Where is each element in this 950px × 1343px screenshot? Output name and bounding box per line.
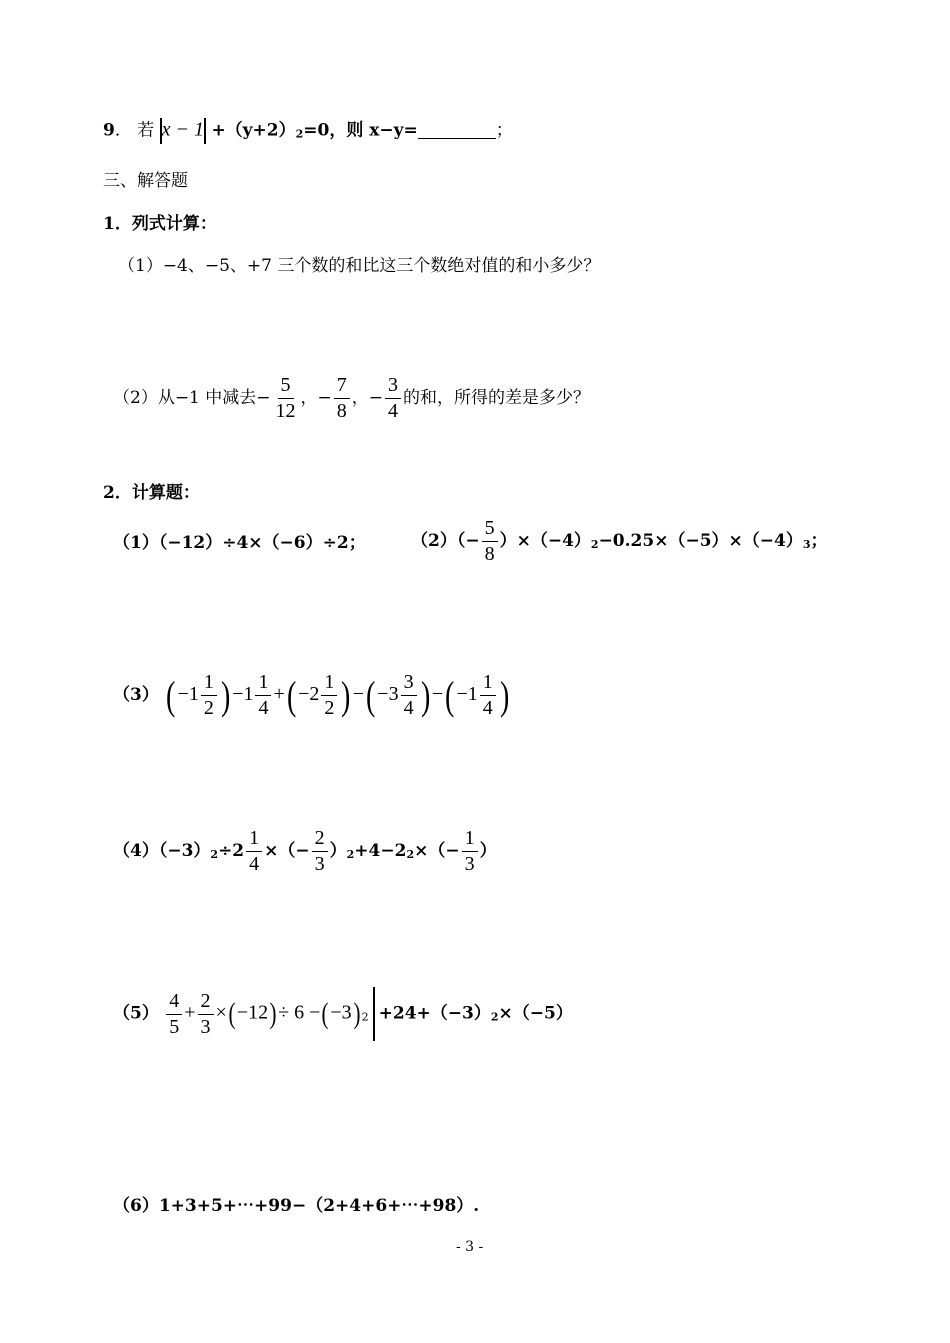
- fraction: $\frac{1}{3}$: [462, 828, 478, 875]
- question-text: =0，则 x−y=: [303, 120, 418, 141]
- fraction: $\frac{1}{2}$: [201, 672, 217, 719]
- paren-close: ): [220, 672, 231, 718]
- paren-open: (: [166, 672, 176, 718]
- fraction: $\frac{7}{8}$: [334, 375, 350, 422]
- calc-6: （6）1+3+5+⋯+99−（2+4+6+⋯+98）.: [113, 1196, 480, 1216]
- q2-prefix: （2）从−1 中减去−: [113, 388, 271, 408]
- separator: ，−: [300, 388, 332, 408]
- fraction: $\frac{2}{3}$: [312, 828, 328, 875]
- calc-text: +4−2: [354, 841, 407, 861]
- question-end: ；: [495, 120, 513, 141]
- fraction: $\frac{1}{4}$: [480, 672, 496, 719]
- exponent: 2: [210, 848, 219, 861]
- exponent: 2: [346, 848, 355, 861]
- exponent: 2: [490, 1010, 499, 1024]
- fraction: $\frac{1}{4}$: [255, 672, 271, 719]
- calc-1: （1）（−12）÷4×（−6）÷2；: [113, 533, 366, 553]
- separator: ，−: [351, 388, 384, 408]
- part1-q2: [113, 375, 590, 422]
- calc-5: （5） $\frac{4}{5}$ + $\frac{2}{3}$ ×(−12)÷ 6 −(−3) 2 +24+（−3）2×（−5）: [113, 987, 573, 1041]
- calc-text: ）: [479, 841, 497, 861]
- exponent: 2: [361, 1010, 369, 1024]
- calc-text: ×（−: [264, 841, 310, 861]
- calc-4: [113, 828, 497, 875]
- part1-title: 1．列式计算：: [103, 214, 217, 234]
- calc-text: ）×（−4）: [499, 531, 591, 551]
- question-9: 9． 若 x − 1 +（y+2）2=0，则 x−y= ；: [103, 118, 513, 144]
- calc-label: （5）: [113, 1003, 159, 1024]
- fraction: $\frac{5}{12}$: [275, 374, 296, 422]
- exponent: 3: [802, 538, 811, 551]
- calc-label: （3）: [113, 685, 159, 705]
- calc-3: （3） (−1 $\frac{1}{2}$ )−1 $\frac{1}{4}$ +(−2 $\frac{1}{2}$ )−(−3 $\frac{3}{4}$ )−(−1 $\frac{1}{4}$ ): [113, 671, 510, 719]
- question-number: 9: [103, 120, 115, 141]
- q2-suffix: 的和，所得的差是多少？: [403, 388, 591, 408]
- calc-text: （2）（−: [411, 531, 480, 551]
- abs-right-bar: [204, 118, 206, 144]
- calc-text: ）: [329, 841, 347, 861]
- fraction: $\frac{1}{2}$: [321, 672, 337, 719]
- calc-text: ×（−: [414, 841, 460, 861]
- calc-text: （4）（−3）: [113, 841, 211, 861]
- abs-expression: x − 1: [161, 118, 205, 141]
- fraction: $\frac{1}{4}$: [246, 828, 262, 875]
- fraction: $\frac{4}{5}$: [166, 991, 182, 1038]
- calc-text: ÷2: [218, 841, 245, 861]
- fraction: $\frac{5}{8}$: [482, 518, 498, 565]
- calc-text: ；: [810, 531, 828, 551]
- fraction: $\frac{3}{4}$: [385, 375, 401, 422]
- question-text-ruo: 若: [137, 120, 155, 141]
- page-number: - 3 -: [456, 1239, 484, 1255]
- section-heading: 三、解答题: [103, 171, 188, 191]
- question-text: +（y+2）: [211, 120, 296, 141]
- calc-text: +24+（−3）: [378, 1003, 491, 1024]
- fraction: $\frac{2}{3}$: [198, 991, 214, 1038]
- part1-q1: （1）−4、−5、+7 三个数的和比这三个数绝对值的和小多少？: [118, 256, 601, 276]
- exponent: 2: [590, 538, 599, 551]
- calc-2: [411, 518, 828, 565]
- exponent: 2: [406, 848, 415, 861]
- calc-text: −0.25×（−5）×（−4）: [598, 531, 803, 551]
- abs-right-bar: [373, 987, 375, 1041]
- exponent: 2: [295, 127, 304, 141]
- calc-text: ×（−5）: [498, 1003, 573, 1024]
- answer-blank[interactable]: [418, 138, 496, 139]
- fraction: $\frac{3}{4}$: [401, 672, 417, 719]
- part2-title: 2．计算题：: [103, 483, 200, 503]
